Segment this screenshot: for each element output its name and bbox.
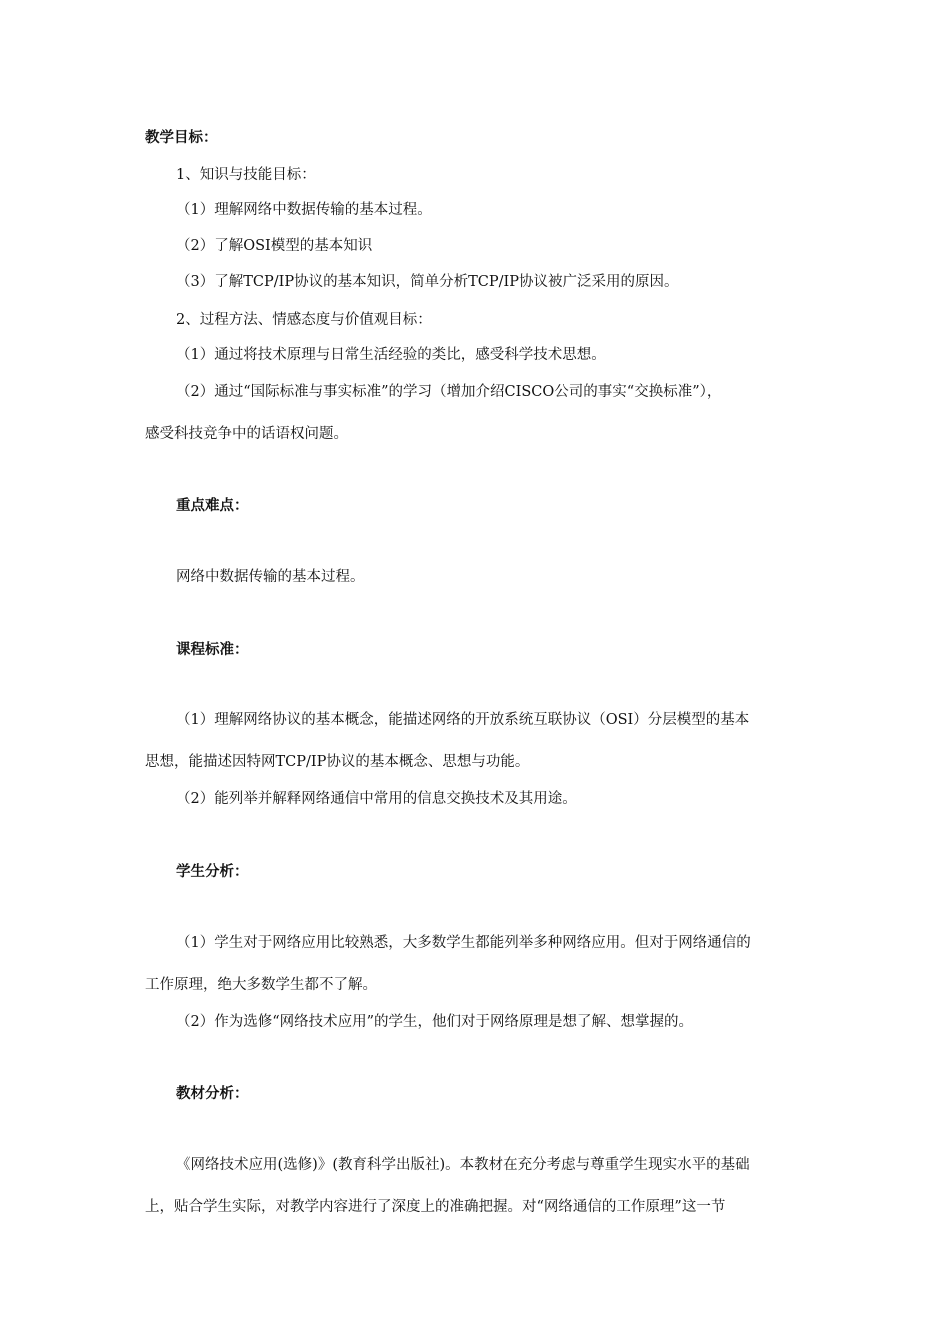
goals-item-1-1: （1）理解网络中数据传输的基本过程。: [176, 202, 432, 218]
students-p1-line-a: （1）学生对于网络应用比较熟悉，大多数学生都能列举多种网络应用。但对于网络通信的: [176, 935, 751, 951]
goals-item-2-2-line-b: 感受科技竞争中的话语权问题。: [145, 426, 348, 442]
standard-p1-line-a: （1）理解网络协议的基本概念，能描述网络的开放系统互联协议（OSI）分层模型的基本: [176, 712, 750, 728]
textbook-heading: 教材分析：: [176, 1086, 249, 1102]
goals-item-2-1: （1）通过将技术原理与日常生活经验的类比，感受科学技术思想。: [176, 347, 606, 363]
students-heading: 学生分析：: [176, 864, 249, 880]
goals-item-2: 2、过程方法、情感态度与价值观目标：: [176, 312, 432, 328]
goals-item-2-2-line-a: （2）通过“国际标准与事实标准”的学习（增加介绍CISCO公司的事实“交换标准”），: [176, 384, 722, 400]
textbook-p1-line-b: 上，贴合学生实际，对教学内容进行了深度上的准确把握。对“网络通信的工作原理”这一节: [145, 1199, 726, 1215]
students-p1-line-b: 工作原理，绝大多数学生都不了解。: [145, 977, 377, 993]
goals-heading: 教学目标：: [145, 130, 218, 146]
students-p2: （2）作为选修“网络技术应用”的学生，他们对于网络原理是想了解、想掌握的。: [176, 1014, 694, 1030]
standard-p2: （2）能列举并解释网络通信中常用的信息交换技术及其用途。: [176, 791, 577, 807]
key-points-heading: 重点难点：: [176, 498, 249, 514]
goals-item-1-2: （2）了解OSI模型的基本知识: [176, 238, 373, 254]
goals-item-1: 1、知识与技能目标：: [176, 167, 316, 183]
standard-p1-line-b: 思想，能描述因特网TCP/IP协议的基本概念、思想与功能。: [145, 754, 530, 770]
textbook-p1-line-a: 《网络技术应用(选修)》(教育科学出版社)。本教材在充分考虑与尊重学生现实水平的基础: [176, 1157, 750, 1173]
standard-heading: 课程标准：: [176, 642, 249, 658]
goals-item-1-3: （3）了解TCP/IP协议的基本知识，简单分析TCP/IP协议被广泛采用的原因。: [176, 274, 679, 290]
key-points-text: 网络中数据传输的基本过程。: [176, 569, 365, 585]
